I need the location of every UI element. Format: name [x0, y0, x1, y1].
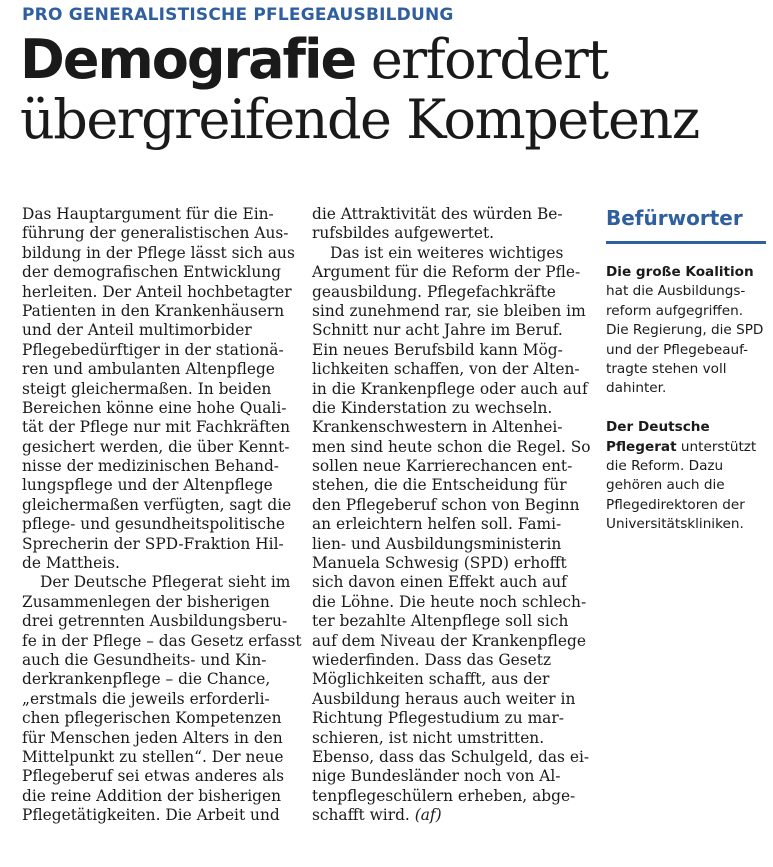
text-line: Mittelpunkt zu stellen“. Der neue [22, 747, 284, 766]
text-line: gesichert werden, die über Kennt- [22, 437, 290, 456]
sidebar-block-coalition [606, 263, 766, 399]
text-line: men sind heute schon die Regel. So [312, 437, 591, 456]
text-line: rufsbildes aufgewertet. [312, 224, 495, 243]
sidebar-line [606, 263, 766, 282]
text-line: „erstmals die jeweils erforderli- [22, 689, 270, 708]
text-line: drei getrennten Ausbildungsberu- [22, 612, 288, 631]
sidebar-box [606, 205, 766, 535]
headline-line-2: übergreifende Kompetenz [20, 88, 699, 151]
text-line: für Menschen jeden Alters in den [22, 728, 283, 747]
text-line: Das Hauptargument für die Ein- [22, 205, 274, 223]
sidebar-line: Pflegedirektoren der [606, 496, 745, 513]
text-line: geausbildung. Pflegefachkräfte [312, 282, 556, 301]
text-line: Bereichen könne eine hohe Quali- [22, 398, 287, 417]
sidebar-line: Die Regierung, die SPD [606, 322, 764, 339]
text-line: pflege- und gesundheitspolitische [22, 515, 286, 534]
text-line: auch die Gesundheits- und Kin- [22, 650, 267, 669]
text-line: und der Anteil multimorbider [22, 321, 252, 340]
headline-rest: erfordert [355, 28, 608, 91]
text-line: lichkeiten schaffen, von der Alten- [312, 360, 580, 379]
sidebar-line: Universitätskliniken. [606, 516, 744, 533]
text-line: schieren, ist nicht umstritten. [312, 728, 545, 747]
article-column-2 [312, 205, 594, 826]
sidebar-line: reform aufgegriffen. [606, 302, 744, 319]
text-line: lungspflege und der Altenpflege [22, 476, 273, 495]
sidebar-line [606, 418, 766, 437]
text-line: sollen neue Karrierechancen ent- [312, 457, 573, 476]
text-line: führung der generalistischen Aus- [22, 224, 289, 243]
text-line: Krankenschwestern in Altenhei- [312, 418, 563, 437]
sidebar-line: hat die Ausbildungs- [606, 283, 746, 300]
text-line: Möglichkeiten schafft, aus der [312, 670, 550, 689]
text-line-last-content: schafft wird. [312, 806, 415, 825]
text-line: lien- und Ausbildungsministerin [312, 534, 562, 553]
text-line: an erleichtern helfen soll. Fami- [312, 515, 562, 534]
headline [20, 30, 760, 150]
text-line: Schnitt nur acht Jahre im Beruf. [312, 321, 563, 340]
text-line: Das ist ein weiteres wichtiges [330, 243, 564, 262]
sidebar-title: Befürworter [606, 206, 743, 230]
text-line: Pflegebedürftiger in der stationä- [22, 340, 284, 359]
sidebar-bold-lead: Die große Koalition [606, 264, 754, 280]
text-line: die Löhne. Die heute noch schlech- [312, 592, 587, 611]
text-line: in die Krankenpflege oder auch auf [312, 379, 588, 398]
text-line: sich davon einen Effekt auch auf [312, 573, 567, 592]
text-line: chen pflegerischen Kompetenzen [22, 709, 282, 728]
sidebar-line: gehören auch die [606, 477, 725, 494]
text-line: steigt gleichermaßen. In beiden [22, 379, 272, 398]
text-line: herleiten. Der Anteil hochbetagter [22, 282, 292, 301]
text-line: die reine Addition der bisherigen [22, 786, 282, 805]
text-line: nige Bundesländer noch von Al- [312, 767, 561, 786]
sidebar-rule [606, 241, 766, 244]
text-line: nisse der medizinischen Behand- [22, 457, 279, 476]
text-line: tenpflegeschülern erheben, abge- [312, 786, 576, 805]
text-line: stehen, die die Entscheidung für [312, 476, 567, 495]
sidebar-line [606, 438, 766, 457]
headline-line-1 [20, 30, 760, 90]
text-line: den Pflegeberuf schon von Beginn [312, 495, 580, 514]
article-column-1 [22, 205, 304, 826]
sidebar-line: tragte stehen voll [606, 361, 727, 378]
text-line: gleichermaßen verfügten, sagt die [22, 495, 292, 514]
kicker: PRO GENERALISTISCHE PFLEGEAUSBILDUNG [22, 5, 454, 25]
text-line: Manuela Schwesig (SPD) erhofft [312, 554, 567, 573]
text-line: die Kinderstation zu wechseln. [312, 398, 553, 417]
text-line: Richtung Pflegestudium zu mar- [312, 709, 564, 728]
text-line: Pflegeberuf sei etwas anderes als [22, 767, 285, 786]
text-line: ter bezahlte Altenpflege soll sich [312, 612, 569, 631]
text-line: der demografischen Entwicklung [22, 263, 281, 282]
text-line: Zusammenlegen der bisherigen [22, 592, 270, 611]
sidebar-line: die Reform. Dazu [606, 458, 724, 475]
sidebar-block-pflegerat [606, 418, 766, 534]
text-line: Ein neues Berufsbild kann Mög- [312, 340, 563, 359]
text-line: Argument für die Reform der Pfle- [312, 263, 581, 282]
text-line: tät der Pflege nur mit Fachkräften [22, 418, 290, 437]
sidebar-line: und der Pflegebeauf- [606, 341, 749, 358]
text-line: ren und ambulanten Altenpflege [22, 360, 275, 379]
sidebar-bold-lead: Pflegerat [606, 438, 677, 455]
headline-bold: Demografie [20, 28, 356, 91]
sidebar-line: dahinter. [606, 380, 667, 397]
text-line: Ebenso, dass das Schulgeld, das ei- [312, 747, 590, 766]
text-line: Der Deutsche Pflegerat sieht im [40, 573, 291, 592]
text-line: wiederfinden. Dass das Gesetz [312, 650, 552, 669]
text-line: auf dem Niveau der Krankenpflege [312, 631, 586, 650]
text-line-last [312, 806, 594, 825]
text-line: die Attraktivität des würden Be- [312, 205, 563, 223]
byline: (af) [414, 806, 442, 825]
sidebar-gap [606, 399, 766, 418]
text-line: Sprecherin der SPD-Fraktion Hil- [22, 534, 284, 553]
text-line: bildung in der Pflege lässt sich aus [22, 243, 295, 262]
text-line: Ausbildung heraus auch weiter in [312, 689, 576, 708]
text-line: derkrankenpflege – die Chance, [22, 670, 271, 689]
text-line: de Mattheis. [22, 554, 120, 573]
sidebar-inline-text: unterstützt [676, 438, 757, 455]
text-line: fe in der Pflege – das Gesetz erfasst [22, 631, 302, 650]
text-line: Patienten in den Krankenhäusern [22, 301, 285, 320]
text-line: sind zunehmend rar, sie bleiben im [312, 301, 586, 320]
text-line: Pflegetätigkeiten. Die Arbeit und [22, 806, 280, 825]
sidebar-bold-lead: Der Deutsche [606, 419, 710, 436]
